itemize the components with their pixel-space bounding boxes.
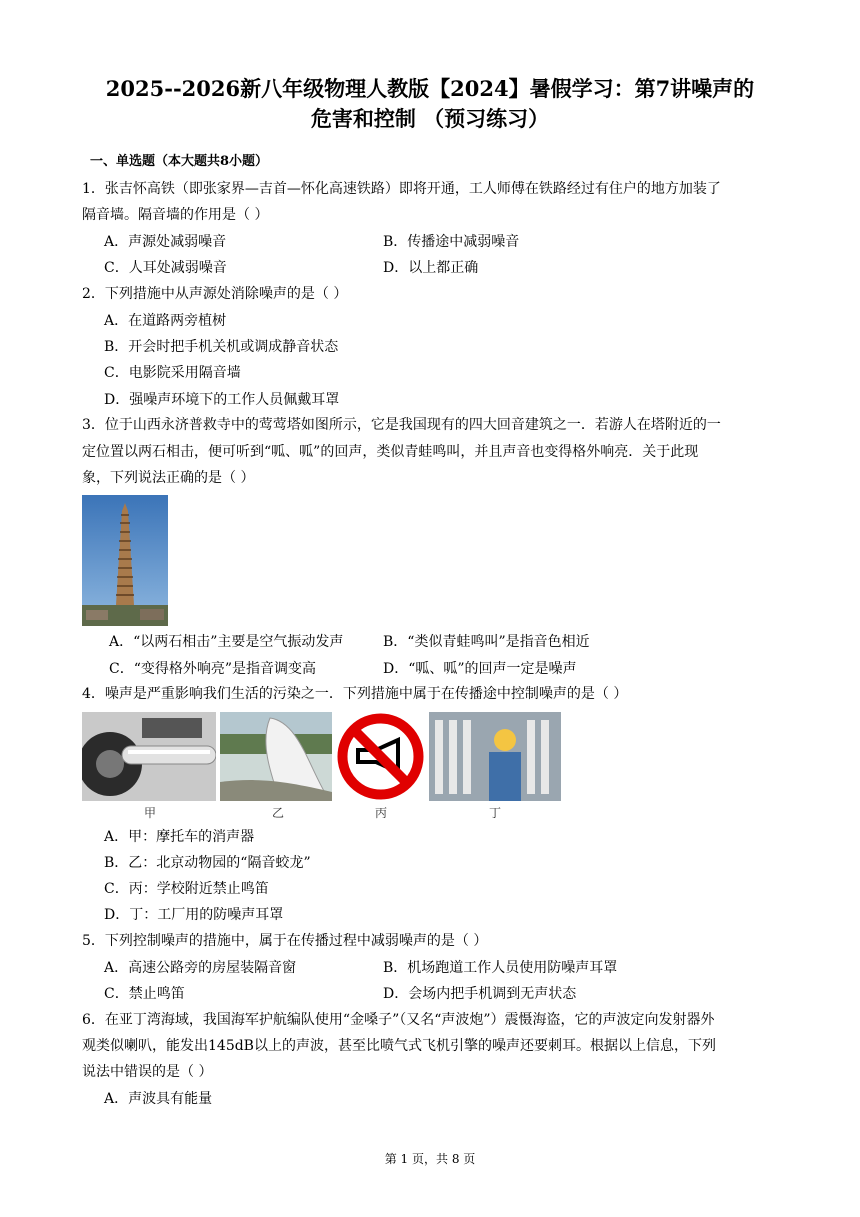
q6-option-a[interactable]: A．声波具有能量 bbox=[104, 1091, 213, 1107]
q6-stem-line3: 说法中错误的是（ ） bbox=[82, 1064, 213, 1080]
q1-stem-line1: 1．张吉怀高铁（即张家界—吉首—怀化高速铁路）即将开通，工人师傅在铁路经过有住户的地方加装了 bbox=[82, 181, 721, 197]
q5-option-c[interactable]: C．禁止鸣笛 bbox=[104, 986, 185, 1002]
no-honking-sign-image bbox=[336, 712, 425, 801]
page-title-line2: 危害和控制 （预习练习） bbox=[310, 106, 550, 131]
q4-option-a[interactable]: A．甲：摩托车的消声器 bbox=[104, 829, 255, 845]
pagoda-image bbox=[82, 495, 168, 626]
q4-option-d[interactable]: D．丁：工厂用的防噪声耳罩 bbox=[104, 907, 284, 923]
q5-stem: 5．下列控制噪声的措施中，属于在传播过程中减弱噪声的是（ ） bbox=[82, 933, 488, 949]
caption-jia: 甲 bbox=[144, 806, 157, 820]
q6-stem-line2: 观类似喇叭，能发出145dB以上的声波，甚至比喷气式飞机引擎的噪声还要刺耳。根据以上信息，下列 bbox=[82, 1038, 716, 1054]
q1-option-c[interactable]: C．人耳处减弱噪音 bbox=[104, 260, 227, 276]
q2-option-a[interactable]: A．在道路两旁植树 bbox=[104, 313, 227, 329]
q2-option-c[interactable]: C．电影院采用隔音墙 bbox=[104, 365, 241, 381]
q3-option-a[interactable]: A．“以两石相击”主要是空气振动发声 bbox=[109, 634, 344, 650]
q1-stem-line2: 隔音墙。隔音墙的作用是（ ） bbox=[82, 207, 269, 223]
factory-worker-earmuffs-image bbox=[429, 712, 561, 801]
noise-barrier-tunnel-image bbox=[220, 712, 332, 801]
q4-stem: 4．噪声是严重影响我们生活的污染之一．下列措施中属于在传播途中控制噪声的是（ ） bbox=[82, 686, 628, 702]
q2-stem: 2．下列措施中从声源处消除噪声的是（ ） bbox=[82, 286, 348, 302]
q5-option-d[interactable]: D．会场内把手机调到无声状态 bbox=[383, 986, 577, 1002]
page-title-line1: 2025--2026新八年级物理人教版【2024】暑假学习：第7讲噪声的 bbox=[105, 76, 755, 101]
q4-option-b[interactable]: B．乙：北京动物园的“隔音蛟龙” bbox=[104, 855, 311, 871]
q6-stem-line1: 6．在亚丁湾海域，我国海军护航编队使用“金嗓子”（又名“声波炮”）震慑海盗，它的声波定向发射器外 bbox=[82, 1012, 715, 1028]
page-footer: 第 1 页，共 8 页 bbox=[384, 1152, 476, 1166]
q1-option-a[interactable]: A．声源处减弱噪音 bbox=[104, 234, 227, 250]
q3-option-b[interactable]: B．“类似青蛙鸣叫”是指音色相近 bbox=[383, 634, 590, 650]
caption-yi: 乙 bbox=[272, 806, 285, 820]
q3-option-d[interactable]: D．“呱、呱”的回声一定是噪声 bbox=[383, 661, 577, 677]
q2-option-d[interactable]: D．强噪声环境下的工作人员佩戴耳罩 bbox=[104, 392, 340, 408]
caption-bing: 丙 bbox=[375, 806, 388, 820]
q3-stem-line1: 3．位于山西永济普救寺中的莺莺塔如图所示，它是我国现有的四大回音建筑之一．若游人在塔附近的一 bbox=[82, 417, 721, 433]
q5-option-a[interactable]: A．高速公路旁的房屋装隔音窗 bbox=[104, 960, 297, 976]
section-heading: 一、单选题（本大题共8小题） bbox=[90, 154, 269, 169]
q4-option-c[interactable]: C．丙：学校附近禁止鸣笛 bbox=[104, 881, 269, 897]
q2-option-b[interactable]: B．开会时把手机关机或调成静音状态 bbox=[104, 339, 339, 355]
caption-ding: 丁 bbox=[489, 806, 502, 820]
q1-option-d[interactable]: D．以上都正确 bbox=[383, 260, 479, 276]
q3-stem-line2: 定位置以两石相击，便可听到“呱、呱”的回声，类似青蛙鸣叫，并且声音也变得格外响亮．关于此现 bbox=[82, 444, 699, 460]
q1-option-b[interactable]: B．传播途中减弱噪音 bbox=[383, 234, 520, 250]
q3-stem-line3: 象，下列说法正确的是（ ） bbox=[82, 470, 255, 486]
q5-option-b[interactable]: B．机场跑道工作人员使用防噪声耳罩 bbox=[383, 960, 618, 976]
q3-option-c[interactable]: C．“变得格外响亮”是指音调变高 bbox=[109, 661, 317, 677]
motorcycle-muffler-image bbox=[82, 712, 216, 801]
